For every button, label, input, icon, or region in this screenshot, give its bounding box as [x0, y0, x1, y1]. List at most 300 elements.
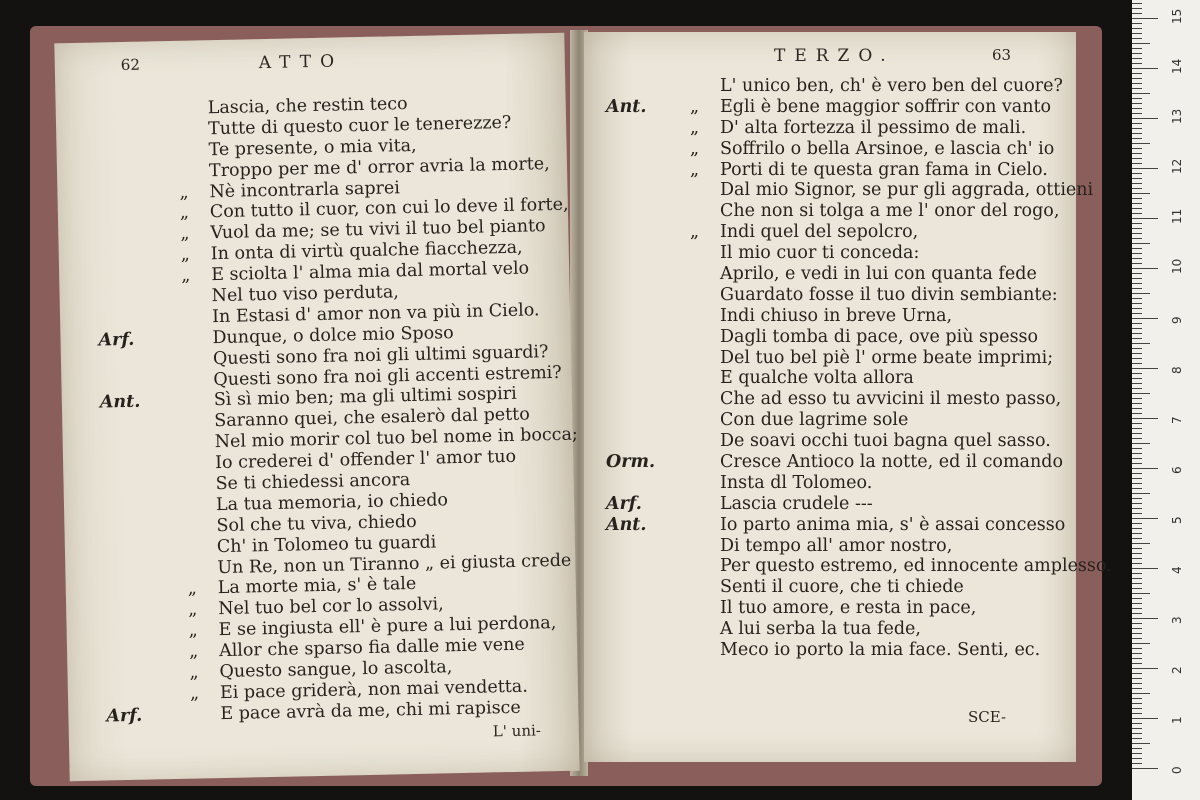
ruler-tick	[1132, 763, 1142, 764]
verse-text: Con tutto il cuor, con cui lo deve il forte,	[209, 195, 569, 223]
ruler-tick	[1132, 703, 1142, 704]
quote-mark: „	[690, 96, 700, 117]
ruler-tick	[1132, 413, 1142, 414]
ruler-tick	[1132, 658, 1142, 659]
speaker-label	[102, 511, 162, 512]
verse-text: Indi chiuso in breve Urna,	[720, 305, 953, 326]
ruler-tick	[1132, 733, 1142, 734]
quote-mark	[154, 113, 208, 114]
speaker-label	[106, 699, 166, 700]
verse-text: Sì sì mio ben; ma gli ultimi sospiri	[213, 384, 517, 411]
ruler-label: 1	[1170, 716, 1184, 724]
text-line	[606, 118, 1112, 139]
ruler-tick	[1132, 443, 1150, 444]
ruler-tick	[1132, 73, 1142, 74]
verse-text: Un Re, non un Tiranno „ ei giusta crede	[217, 550, 572, 578]
measuring-ruler	[1132, 0, 1200, 800]
ruler-tick	[1132, 338, 1142, 339]
ruler-tick	[1132, 138, 1142, 139]
text-line	[606, 348, 1112, 369]
quote-mark: „	[180, 244, 191, 266]
left-page-header: ATTO	[258, 51, 344, 74]
ruler-tick	[1132, 433, 1142, 434]
ruler-tick	[1132, 113, 1142, 114]
verse-text: Io parto anima mia, s' è assai concesso	[720, 514, 1066, 535]
quote-mark	[162, 510, 216, 511]
ruler-tick	[1132, 668, 1158, 669]
ruler-tick	[1132, 53, 1142, 54]
speaker-label	[95, 177, 155, 178]
text-line	[606, 264, 1112, 285]
verse-text: Indi quel del sepolcro,	[720, 222, 919, 243]
quote-mark: „	[690, 222, 700, 243]
ruler-tick	[1132, 408, 1142, 409]
quote-mark	[162, 489, 216, 490]
quote-mark	[155, 176, 209, 177]
left-page	[54, 33, 579, 782]
quote-mark	[158, 322, 212, 323]
text-line	[606, 431, 1112, 452]
ruler-tick	[1132, 428, 1142, 429]
ruler-tick	[1132, 723, 1142, 724]
verse-text: Guardato fosse il tuo divin sembiante:	[720, 284, 1058, 305]
ruler-tick	[1132, 173, 1142, 174]
ruler-tick	[1132, 43, 1150, 44]
ruler-label: 10	[1170, 258, 1184, 274]
verse-text: In Estasi d' amor non va più in Cielo.	[211, 300, 540, 328]
text-line	[606, 368, 1112, 389]
ruler-tick	[1132, 503, 1142, 504]
verse-text: Sol che tu viva, chiedo	[216, 511, 417, 536]
ruler-tick	[1132, 483, 1142, 484]
verse-text: L' unico ben, ch' è vero ben del cuore?	[720, 76, 1063, 96]
ruler-tick	[1132, 398, 1142, 399]
speaker-label	[94, 135, 154, 136]
text-line	[606, 76, 1112, 97]
ruler-tick	[1132, 683, 1142, 684]
ruler-tick	[1132, 273, 1142, 274]
ruler-tick	[1132, 303, 1142, 304]
ruler-tick	[1132, 128, 1142, 129]
verse-text: A lui serba la tua fede,	[720, 619, 921, 640]
verse-text: Ei pace griderà, non mai vendetta.	[219, 676, 529, 704]
ruler-tick	[1132, 193, 1150, 194]
text-line	[606, 619, 1112, 640]
ruler-label: 0	[1170, 766, 1184, 774]
ruler-tick	[1132, 308, 1142, 309]
ruler-tick	[1132, 598, 1142, 599]
ruler-label: 5	[1170, 516, 1184, 524]
quote-mark: „	[188, 620, 198, 642]
speaker-label: Orm.	[606, 452, 656, 473]
quote-mark: „	[179, 182, 189, 203]
ruler-tick	[1132, 563, 1142, 564]
quote-mark	[163, 573, 217, 574]
ruler-tick	[1132, 528, 1142, 529]
ruler-tick	[1132, 418, 1158, 419]
ruler-tick	[1132, 208, 1142, 209]
ruler-tick	[1132, 768, 1158, 769]
quote-mark	[154, 134, 208, 135]
ruler-tick	[1132, 148, 1142, 149]
speaker-label: Arf.	[98, 329, 135, 351]
text-line	[606, 389, 1112, 410]
ruler-tick	[1132, 648, 1142, 649]
speaker-label	[104, 595, 164, 596]
ruler-tick	[1132, 583, 1142, 584]
ruler-tick	[1132, 493, 1150, 494]
ruler-tick	[1132, 218, 1158, 219]
ruler-tick	[1132, 243, 1150, 244]
ruler-tick	[1132, 613, 1142, 614]
ruler-tick	[1132, 758, 1142, 759]
verse-text: Lascia, che restin teco	[207, 94, 408, 119]
quote-mark	[163, 531, 217, 532]
ruler-tick	[1132, 288, 1142, 289]
ruler-label: 7	[1170, 416, 1184, 424]
ruler-tick	[1132, 38, 1142, 39]
ruler-tick	[1132, 133, 1142, 134]
ruler-tick	[1132, 203, 1142, 204]
ruler-tick	[1132, 188, 1142, 189]
ruler-tick	[1132, 108, 1142, 109]
speaker-label	[102, 490, 162, 491]
verse-text: Ch' in Tolomeo tu guardi	[216, 532, 437, 557]
text-line	[606, 494, 1112, 515]
ruler-tick	[1132, 448, 1142, 449]
text-line	[606, 536, 1112, 557]
verse-text: E se ingiusta ell' è pure a lui perdona,	[218, 613, 557, 641]
quote-mark	[160, 427, 214, 428]
ruler-tick	[1132, 183, 1142, 184]
speaker-label	[96, 240, 156, 241]
quote-mark: „	[690, 138, 700, 159]
ruler-tick	[1132, 83, 1142, 84]
ruler-tick	[1132, 258, 1142, 259]
ruler-tick	[1132, 358, 1142, 359]
quote-mark: „	[188, 641, 199, 662]
quote-mark	[155, 155, 209, 156]
ruler-label: 9	[1170, 316, 1184, 324]
ruler-tick	[1132, 8, 1142, 9]
ruler-tick	[1132, 638, 1142, 639]
ruler-tick	[1132, 513, 1142, 514]
left-page-text	[94, 91, 584, 728]
ruler-tick	[1132, 388, 1142, 389]
ruler-tick	[1132, 98, 1142, 99]
ruler-label: 12	[1170, 158, 1184, 174]
quote-mark: „	[189, 683, 200, 704]
verse-text: Soffrilo o bella Arsinoe, e lascia ch' io	[720, 138, 1055, 159]
ruler-tick	[1132, 318, 1158, 319]
ruler-tick	[1132, 93, 1150, 94]
ruler-tick	[1132, 633, 1142, 634]
ruler-tick	[1132, 543, 1150, 544]
ruler-tick	[1132, 628, 1142, 629]
ruler-tick	[1132, 738, 1142, 739]
right-page-text	[606, 76, 1112, 661]
ruler-tick	[1132, 223, 1142, 224]
ruler-tick	[1132, 13, 1142, 14]
verse-text: Nel mio morir col tuo bel nome in bocca;	[214, 424, 579, 453]
ruler-tick	[1132, 568, 1158, 569]
quote-mark: „	[188, 599, 198, 621]
verse-text: Con due lagrime sole	[720, 410, 909, 431]
ruler-tick	[1132, 748, 1142, 749]
verse-text: Dunque, o dolce mio Sposo	[212, 322, 454, 348]
text-line	[606, 410, 1112, 431]
ruler-tick	[1132, 88, 1142, 89]
ruler-tick	[1132, 283, 1142, 284]
verse-text: E sciolta l' alma mia dal mortal velo	[211, 258, 530, 286]
ruler-tick	[1132, 18, 1158, 19]
right-page	[584, 32, 1112, 762]
verse-text: Nè incontrarla saprei	[209, 177, 401, 202]
verse-text: Te presente, o mia vita,	[208, 135, 417, 160]
quote-mark	[159, 364, 213, 365]
ruler-tick	[1132, 143, 1150, 144]
speaker-label	[97, 261, 157, 262]
speaker-label	[96, 198, 156, 199]
text-line	[606, 139, 1112, 160]
ruler-tick	[1132, 178, 1142, 179]
ruler-tick	[1132, 343, 1150, 344]
ruler-tick	[1132, 523, 1142, 524]
verse-text: Del tuo bel piè l' orme beate imprimi;	[720, 347, 1054, 368]
ruler-tick	[1132, 538, 1142, 539]
verse-text: Questo sangue, lo ascolta,	[219, 657, 453, 683]
text-line	[606, 97, 1112, 118]
ruler-tick	[1132, 718, 1158, 719]
verse-text: Vuol da me; se tu vivi il tuo bel pianto	[210, 216, 546, 244]
ruler-tick	[1132, 468, 1158, 469]
ruler-tick	[1132, 463, 1142, 464]
ruler-tick	[1132, 618, 1158, 619]
quote-mark: „	[690, 117, 700, 138]
verse-text: De soavi occhi tuoi bagna quel sasso.	[720, 431, 1051, 452]
verse-text: Porti di te questa gran fama in Cielo.	[720, 159, 1048, 180]
ruler-tick	[1132, 473, 1142, 474]
ruler-tick	[1132, 78, 1142, 79]
ruler-tick	[1132, 293, 1150, 294]
verse-text: D' alta fortezza il pessimo de mali.	[720, 117, 1027, 138]
ruler-tick	[1132, 383, 1142, 384]
text-line	[606, 452, 1112, 473]
speaker-label: Ant.	[606, 514, 647, 535]
ruler-tick	[1132, 3, 1142, 4]
verse-text: Troppo per me d' orror avria la morte,	[208, 153, 550, 181]
verse-text: Che non si tolga a me l' onor del rogo,	[720, 201, 1060, 222]
speaker-label	[104, 616, 164, 617]
quote-mark	[161, 468, 215, 469]
ruler-tick	[1132, 48, 1142, 49]
ruler-tick	[1132, 708, 1142, 709]
verse-text: E qualche volta allora	[720, 368, 914, 389]
verse-text: In onta di virtù qualche fiacchezza,	[210, 237, 523, 265]
ruler-label: 4	[1170, 566, 1184, 574]
speaker-label	[101, 449, 161, 450]
text-line	[606, 180, 1112, 201]
ruler-tick	[1132, 673, 1142, 674]
ruler-tick	[1132, 588, 1142, 589]
verse-text: Il mio cuor ti conceda:	[720, 243, 920, 264]
ruler-tick	[1132, 323, 1142, 324]
ruler-label: 13	[1170, 108, 1184, 124]
ruler-tick	[1132, 653, 1142, 654]
quote-mark: „	[690, 159, 700, 180]
speaker-label	[96, 219, 156, 220]
quote-mark	[160, 385, 214, 386]
verse-text: Tutte di questo cuor le tenerezze?	[207, 112, 512, 140]
ruler-tick	[1132, 313, 1142, 314]
speaker-label	[101, 469, 161, 470]
quote-mark	[163, 552, 217, 553]
speaker-label: Arf.	[606, 493, 642, 514]
speaker-label	[106, 678, 166, 679]
ruler-tick	[1132, 233, 1142, 234]
verse-text: Senti il cuore, che ti chiede	[720, 577, 964, 598]
speaker-label	[95, 156, 155, 157]
speaker-label	[103, 553, 163, 554]
ruler-tick	[1132, 713, 1142, 714]
ruler-tick	[1132, 163, 1142, 164]
ruler-tick	[1132, 68, 1158, 69]
ruler-tick	[1132, 393, 1150, 394]
ruler-tick	[1132, 573, 1142, 574]
ruler-tick	[1132, 168, 1158, 169]
verse-text: Questi sono fra noi gli ultimi sguardi?	[212, 341, 549, 369]
ruler-tick	[1132, 603, 1142, 604]
ruler-tick	[1132, 558, 1142, 559]
ruler-tick	[1132, 423, 1142, 424]
ruler-tick	[1132, 198, 1142, 199]
ruler-tick	[1132, 368, 1158, 369]
ruler-tick	[1132, 593, 1150, 594]
text-line	[606, 222, 1112, 243]
verse-text: Io crederei d' offender l' amor tuo	[214, 446, 517, 474]
ruler-tick	[1132, 488, 1142, 489]
ruler-tick	[1132, 28, 1142, 29]
verse-text: Che ad esso tu avvicini il mesto passo,	[720, 389, 1062, 410]
ruler-tick	[1132, 678, 1142, 679]
quote-mark	[158, 301, 212, 302]
ruler-tick	[1132, 553, 1142, 554]
ruler-tick	[1132, 478, 1142, 479]
ruler-tick	[1132, 263, 1142, 264]
quote-mark: „	[189, 662, 199, 683]
speaker-label	[100, 386, 160, 387]
verse-text: Nel tuo bel cor lo assolvi,	[218, 594, 444, 620]
ruler-tick	[1132, 363, 1142, 364]
ruler-tick	[1132, 698, 1142, 699]
ruler-tick	[1132, 268, 1158, 269]
text-line	[606, 577, 1112, 598]
text-line	[606, 556, 1112, 577]
ruler-tick	[1132, 253, 1142, 254]
verse-text: Per questo estremo, ed innocente amplesso.	[720, 556, 1112, 577]
verse-text: La morte mia, s' è tale	[217, 574, 417, 599]
ruler-tick	[1132, 623, 1142, 624]
text-line	[606, 285, 1112, 306]
ruler-tick	[1132, 453, 1142, 454]
ruler-tick	[1132, 498, 1142, 499]
ruler-tick	[1132, 213, 1142, 214]
quote-mark: „	[181, 265, 191, 286]
ruler-tick	[1132, 373, 1142, 374]
speaker-label: Arf.	[106, 705, 143, 727]
quote-mark	[159, 343, 213, 344]
text-line	[606, 201, 1112, 222]
quote-mark	[161, 447, 215, 448]
quote-mark: „	[179, 203, 190, 224]
ruler-label: 6	[1170, 466, 1184, 474]
speaker-label	[103, 574, 163, 575]
ruler-tick	[1132, 663, 1142, 664]
verse-text: Egli è bene maggior soffrir con vanto	[720, 96, 1052, 117]
ruler-label: 8	[1170, 366, 1184, 374]
speaker-label	[105, 637, 165, 638]
speaker-label	[98, 302, 158, 303]
ruler-label: 15	[1170, 8, 1184, 24]
speaker-label	[98, 323, 158, 324]
verse-text: Aprilo, e vedi in lui con quanta fede	[720, 264, 1037, 285]
verse-text: La tua memoria, io chiedo	[215, 490, 449, 516]
speaker-label	[97, 281, 157, 282]
ruler-tick	[1132, 23, 1142, 24]
verse-text: Meco io porto la mia face. Senti, ec.	[720, 640, 1041, 661]
ruler-tick	[1132, 63, 1142, 64]
text-line	[606, 160, 1112, 181]
ruler-tick	[1132, 548, 1142, 549]
left-page-catchword: L' uni-	[492, 721, 542, 741]
speaker-label	[100, 428, 160, 429]
ruler-tick	[1132, 743, 1150, 744]
ruler-tick	[1132, 518, 1158, 519]
ruler-tick	[1132, 728, 1142, 729]
quote-mark	[160, 406, 214, 407]
text-line	[606, 473, 1112, 494]
verse-text: Di tempo all' amor nostro,	[720, 535, 953, 556]
ruler-label: 14	[1170, 58, 1184, 74]
left-page-number: 62	[120, 55, 141, 75]
text-line	[606, 327, 1112, 348]
right-page-header: TERZO.	[774, 46, 895, 66]
ruler-label: 11	[1170, 208, 1184, 224]
verse-text: Il tuo amore, e resta in pace,	[720, 598, 977, 619]
right-page-number: 63	[992, 46, 1012, 64]
ruler-tick	[1132, 608, 1142, 609]
ruler-tick	[1132, 438, 1142, 439]
text-line	[606, 243, 1112, 264]
ruler-tick	[1132, 298, 1142, 299]
verse-text: Se ti chiedessi ancora	[215, 470, 411, 495]
verse-text: Questi sono fra noi gli accenti estremi?	[213, 362, 562, 390]
ruler-tick	[1132, 533, 1142, 534]
speaker-label: Ant.	[606, 96, 647, 117]
ruler-tick	[1132, 508, 1142, 509]
verse-text: Saranno quei, che esalerò dal petto	[214, 404, 530, 432]
verse-text: Nel tuo viso perduta,	[211, 282, 400, 307]
text-line	[606, 306, 1112, 327]
verse-text: Cresce Antioco la notte, ed il comando	[720, 452, 1063, 473]
ruler-tick	[1132, 688, 1142, 689]
ruler-tick	[1132, 103, 1142, 104]
speaker-label	[105, 657, 165, 658]
ruler-tick	[1132, 578, 1142, 579]
ruler-label: 2	[1170, 666, 1184, 674]
ruler-tick	[1132, 153, 1142, 154]
ruler-tick	[1132, 118, 1158, 119]
